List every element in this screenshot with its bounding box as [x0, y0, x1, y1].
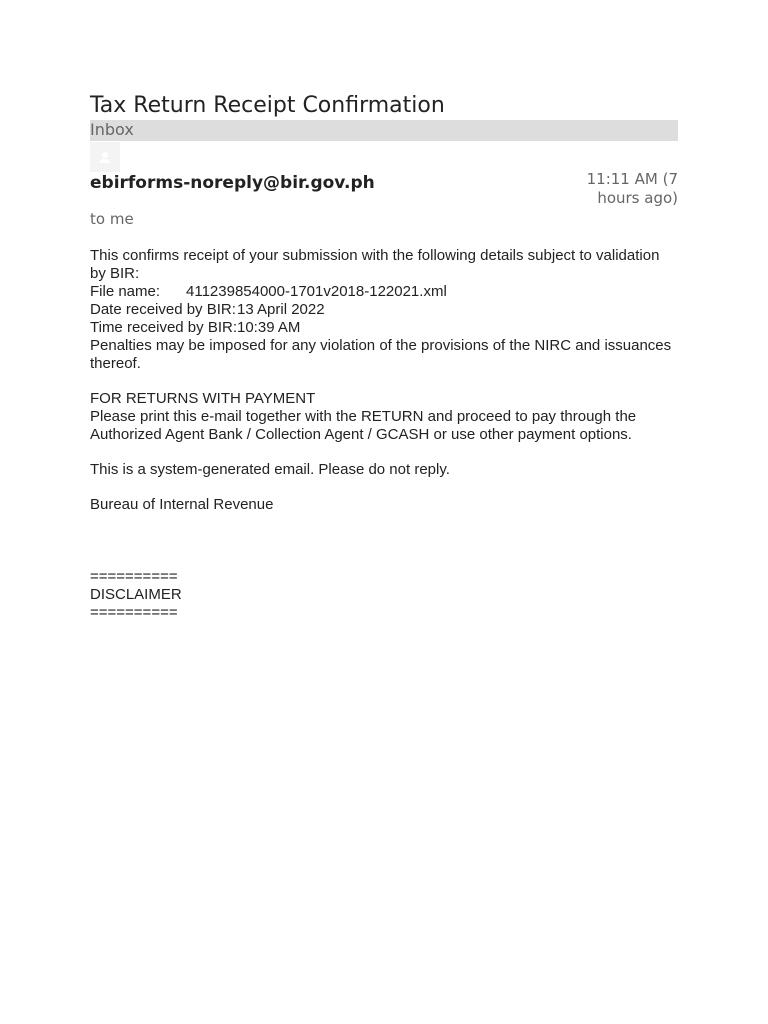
detail-value: 13 April 2022	[237, 301, 325, 318]
detail-row-date-received	[90, 301, 678, 319]
system-note: This is a system-generated email. Please do not reply.	[90, 461, 450, 478]
email-subject: Tax Return Receipt Confirmation	[90, 93, 445, 118]
message-timestamp: 11:11 AM (7 hours ago)	[586, 170, 678, 207]
detail-value: 411239854000-1701v2018-122021.xml	[186, 283, 447, 300]
message-body	[90, 247, 678, 622]
disclaimer-heading: DISCLAIMER	[90, 586, 182, 603]
sender-avatar[interactable]	[90, 142, 120, 172]
email-view	[90, 92, 678, 622]
payment-text: Please print this e-mail together with the RETURN and proceed to pay through the Authorized Agent Bank / Collection Agent / GCASH or use other payment options.	[90, 408, 637, 443]
detail-label: Date received by BIR:	[90, 301, 236, 318]
disclaimer-rule-top: ==========	[90, 568, 178, 585]
message-header	[90, 172, 678, 210]
label-inbox[interactable]: Inbox	[90, 120, 678, 141]
payment-heading: FOR RETURNS WITH PAYMENT	[90, 390, 316, 407]
signature: Bureau of Internal Revenue	[90, 496, 274, 513]
intro-text: This confirms receipt of your submission with the following details subject to validation by BIR:	[90, 247, 660, 282]
detail-value: 10:39 AM	[237, 319, 301, 336]
detail-label: File name:	[90, 283, 161, 300]
disclaimer-rule-bottom: ==========	[90, 604, 178, 621]
detail-row-file-name	[90, 283, 678, 301]
penalties-text: Penalties may be imposed for any violation of the provisions of the NIRC and issuances thereof.	[90, 337, 672, 372]
detail-label: Time received by BIR:	[90, 319, 237, 336]
sender-address[interactable]: ebirforms-noreply@bir.gov.ph	[90, 173, 375, 193]
recipient-line[interactable]: to me	[90, 210, 134, 228]
detail-row-time-received	[90, 319, 678, 337]
